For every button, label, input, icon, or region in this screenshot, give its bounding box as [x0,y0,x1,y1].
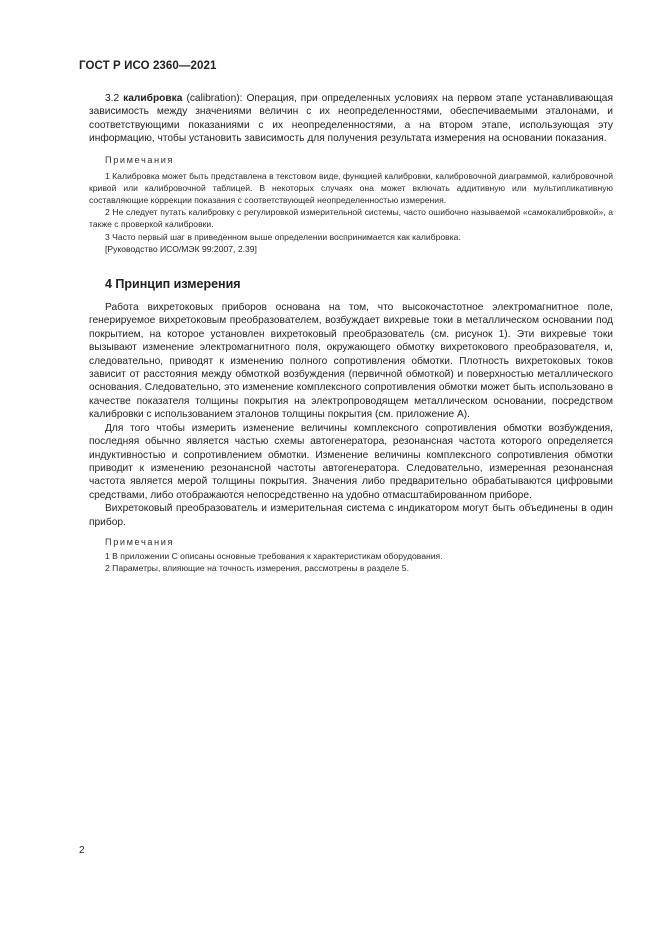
definition-term: калибровка [123,93,183,104]
section-paragraph: Работа вихретоковых приборов основана на том, что высокочастотное электромагнитное поле, генерируемое вихретоковым преобразователем, возбуждает вихревые токи в металлическом основании под покрытием, на которое установлен вихретоковый преобразователь (см. рисунок 1). Эти вихревые токи вызывают изменение электромагнитного поля, окружающего обмотку вихретокового преобразователя, и, следовательно, приводят к изменению полного сопротивления обмотки. Плотность вихретоковых токов зависит от расстояния между обмоткой возбуждения (первичной обмоткой) и поверхностью металлического основания. Следовательно, это изменение комплексного сопротивления обмотки может быть использовано в качестве показателя толщины покрытия на электропроводящем металлическом основании, посредством калибровки с использованием эталонов толщины покрытия (см. приложение А). [89,302,613,421]
definition-paragraph [89,92,613,146]
notes-title: Примечания [105,154,175,165]
definition-reference: [Руководство ИСО/МЭК 99:2007, 2.39] [105,243,257,254]
note-item: 1 Калибровка может быть представлена в текстовом виде, функцией калибровки, калибровочной диаграммой, калибровочной кривой или калибровочной таблицей. В некоторых случаях она может включать аддитивную или мультипликативную составляющие коррекции показания с соответствующей неопределенностью измерения. [89,170,613,206]
note-item: 3 Часто первый шаг в приведенном выше определении воспринимается как калибровка. [105,231,461,242]
note-item: 2 Параметры, влияющие на точность измерения, рассмотрены в разделе 5. [105,563,409,574]
page-content [89,92,613,574]
definition-number: 3.2 [105,93,120,104]
page-number: 2 [79,845,85,856]
section-paragraph: Вихретоковый преобразователь и измерительная система с индикатором могут быть объединены в один прибор. [89,503,613,528]
definition-english: (calibration): [186,93,243,104]
definition-text: Операция, при определенных условиях на первом этапе устанавливающая зависимость между значениями величин с их неопределенностями, обеспечиваемыми эталонами, и соответствующими показаниями с их неопределенностями, а на втором этапе, использующая эту информацию, чтобы установить зависимость для получения результата измерения на основании показания. [89,93,613,145]
document-header: ГОСТ Р ИСО 2360—2021 [79,60,217,72]
note-item: 1 В приложении С описаны основные требования к характеристикам оборудования. [105,550,443,561]
section-title: 4 Принцип измерения [105,277,241,292]
note-item: 2 Не следует путать калибровку с регулировкой измерительной системы, часто ошибочно называемой «самокалибровкой», а также с проверкой калибровки. [89,207,613,230]
notes-title: Примечания [105,536,175,547]
section-paragraph: Для того чтобы измерить изменение величины комплексного сопротивления обмотки возбуждения, последняя обычно является частью схемы автогенератора, резонансная частота которого определяется индуктивностью и сопротивлением обмотки. Изменение величины комплексного сопротивления обмотки приводит к изменению резонансной частоты автогенератора. Следовательно, измеренная резонансная частота является мерой толщины покрытия. Значения либо предварительно обрабатываются цифровыми средствами, либо отображаются непосредственно на удобно отмасштабированном приборе. [89,422,613,501]
